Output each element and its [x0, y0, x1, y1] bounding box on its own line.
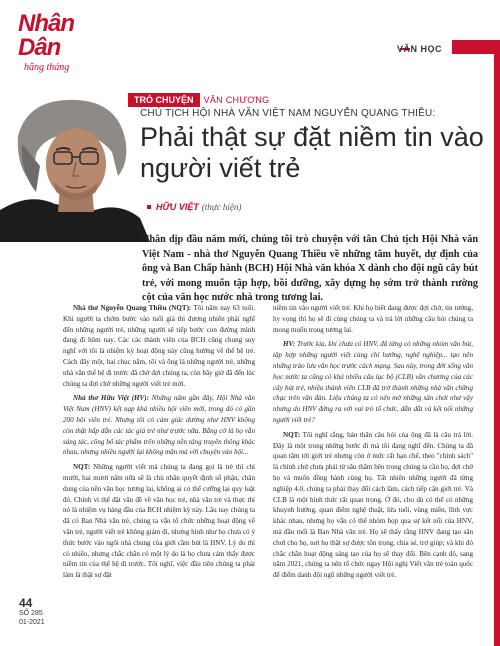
article-lead: Nhân dịp đầu năm mới, chúng tôi trò chuyện với tân Chủ tịch Hội Nhà văn Việt Nam - nhà thơ Nguyễn Quang Thiều về những tâm huyết, dự định của ông và Ban Chấp hành (BCH) Hội Nhà văn khóa X dành cho đội ngũ cây bút trẻ, với mong muốn tập hợp, bồi dưỡng, xây dựng họ sớm trở thành rường cột của văn học nước nhà trong tương lai.: [142, 234, 478, 303]
category-label: [128, 93, 273, 107]
body-column-right: [273, 303, 473, 581]
logo-subtitle: hằng tháng: [24, 62, 70, 73]
article-subtitle: CHỦ TỊCH HỘI NHÀ VĂN VIỆT NAM NGUYỄN QUANG THIỀU:: [140, 108, 436, 119]
paragraph-text: niềm tin vào người viết trẻ. Khi họ biết đang được đợi chờ, tin tưởng, hy vọng thì họ sẽ đi cùng chúng ta và trả lời những câu hỏi chúng ta mong muốn trong tương lai.: [273, 304, 473, 334]
portrait-image: [0, 92, 150, 242]
paragraph: [63, 393, 255, 458]
category-secondary: VĂN CHƯƠNG: [203, 95, 270, 105]
paragraph-text: Những người viết mà chúng ta đang gọi là trẻ thì chỉ mười, hai mươi năm nữa sẽ là chủ nhân quyết định số phận, chân dung của nền văn học tương lai, không ai có thể cưỡng lại quy luật đó. Chính vì thế đặt văn đề về văn học trẻ, nhà văn trẻ và thực thi nó là nhiệm vụ hàng đầu của BCH nhiệm kỳ này. Lâu nay chúng ta đã có Ban Nhà văn trẻ, chúng ta vẫn tổ chức những hoạt động về văn trẻ, người viết trẻ không giảm đi, nhưng hình như họ chưa có ý thức bước vào ngôi nhà chung của giới cầm bút là HNV. Lý do thì có nhiều, nhưng chắc chắn có một lý do là họ chưa cảm thấy được niềm tin của thế hệ đi trước. Tôi nghĩ, việc đầu tiên chúng ta phải làm là thật sự đặt: [63, 463, 255, 580]
paragraph: [273, 339, 473, 425]
byline-bullet: [147, 205, 151, 209]
newspaper-logo: [18, 10, 90, 73]
author-name: HỮU VIỆT: [156, 202, 199, 212]
page-number: 44: [19, 596, 33, 610]
paragraph-text: Những năm gần đây, Hội Nhà văn Việt Nam (HNV) kết nạp khá nhiều hội viên mới, trong đó có gần 200 hội viên trẻ. Nhưng tôi có cảm giác dường như HNV không còn thật hấp dẫn các tác giả trẻ như trước nữa. Bằng cớ là họ vẫn sáng tác, công bố tác phẩm trên những nền tảng truyền thông khác nhau, nhưng nhiều người lại không mặn mà với chuyện vào hội...: [63, 394, 255, 457]
speaker-label: NQT:: [283, 430, 301, 439]
paragraph: [63, 303, 255, 389]
speaker-label: Nhà thơ Nguyễn Quang Thiều (NQT):: [73, 304, 192, 312]
author-role: (thực hiện): [201, 202, 242, 212]
portrait-photo: [0, 92, 150, 242]
speaker-label: Nhà thơ Hữu Việt (HV):: [73, 394, 149, 403]
paragraph: [273, 303, 473, 335]
issue-date: 01-2021: [19, 619, 45, 626]
issue-number: SỐ 285: [19, 610, 43, 617]
paragraph-text: Trước kia, khi chưa có HNV, đã từng có những nhóm văn bút, tập hợp những người viết cùng chí hướng, nghệ nghiệp... tạo nên những trào lưu văn học trước cách mạng. Sau này, trong đời sống văn học nước ta cũng có khá nhiều câu lạc bộ (CLB) văn chương của các cây bút trẻ, nhiều thành viên CLB đã trở thành những nhà văn chững chạc trên văn đàn. Liệu chúng ta có nên mở những sân chơi như vậy nhưng do HNV đứng ra với vai trò tổ chức, dẫn dắt và kết nối những người viết trẻ?: [273, 340, 473, 424]
speaker-label: HV:: [283, 340, 296, 349]
category-primary: TRÒ CHUYỆN: [128, 93, 200, 107]
body-column-left: [63, 303, 255, 581]
logo-title: Nhân Dân: [18, 10, 74, 61]
header-accent-tab: [452, 40, 500, 54]
side-accent-strip: [494, 54, 500, 646]
paragraph-text: Tôi nghĩ rằng, bản thân câu hỏi của ông đã là câu trả lời. Đây là một trong những bước đi mà tôi đang nghĩ đến. Chúng ta đã quan tâm tới giới trẻ nhưng còn ở mức rất hạn chế, theo "chính sách" là chính chứ chưa phải từ sâu thẳm bên trong chúng ta cần họ, đợi chờ họ và muốn đồng hành cùng họ. Tất nhiên những người đã từng nghiệp 4.0, chúng ta phải thay đổi cách làm, cách tiếp cận giới trẻ. Và CLB là một hình thức rất quan trọng. Ở đó, cho dù có thể có những khuynh hướng, quan điểm nghệ thuật, lứa tuổi, vùng miền, lĩnh vực khác nhau, nhưng họ vẫn có thể nhóm họp qua sự kết nối của HNV, mà đầu mối là Ban Nhà văn trẻ. Họ sẽ thấy rằng HNV đang tạo sân chơi cho họ, nơi họ thật sự được tôn trọng, chia sẻ, trợ giúp; và khi đó chắc chắn hoạt động sáng tạo của họ sẽ thay đổi. Bên cạnh đó, sang năm 2021, chúng ta nên tổ chức ngay Hội nghị Viết văn trẻ toàn quốc để điểm danh đội ngũ những người viết trẻ.: [273, 430, 473, 580]
paragraph-text: Tôi năm nay 63 tuổi. Khi người ta chớm bước vào tuổi già thì đương nhiên phải nghĩ đến những người trẻ, những người sẽ tiếp bước con đường mình đang đi hôm nay. Các các thành viên của BCH cũng chung suy nghĩ với tôi là nhiệm kỳ hoạt động này cũng hướng về thế hệ trẻ. Cách đây một, hai chục năm, tôi và ông là những người trẻ, những nhà văn thế hệ đi trước đã chờ đợi chúng ta, còn bây giờ đã đến lúc chúng ta đợi chờ những người viết trẻ mới.: [63, 304, 255, 388]
byline: [156, 202, 241, 212]
speaker-label: NQT:: [73, 463, 91, 472]
article-title: Phải thật sự đặt niềm tin vào người viết trẻ: [140, 122, 484, 183]
paragraph: [63, 462, 255, 581]
section-label: VĂN HỌC: [396, 44, 442, 54]
paragraph: [273, 430, 473, 581]
